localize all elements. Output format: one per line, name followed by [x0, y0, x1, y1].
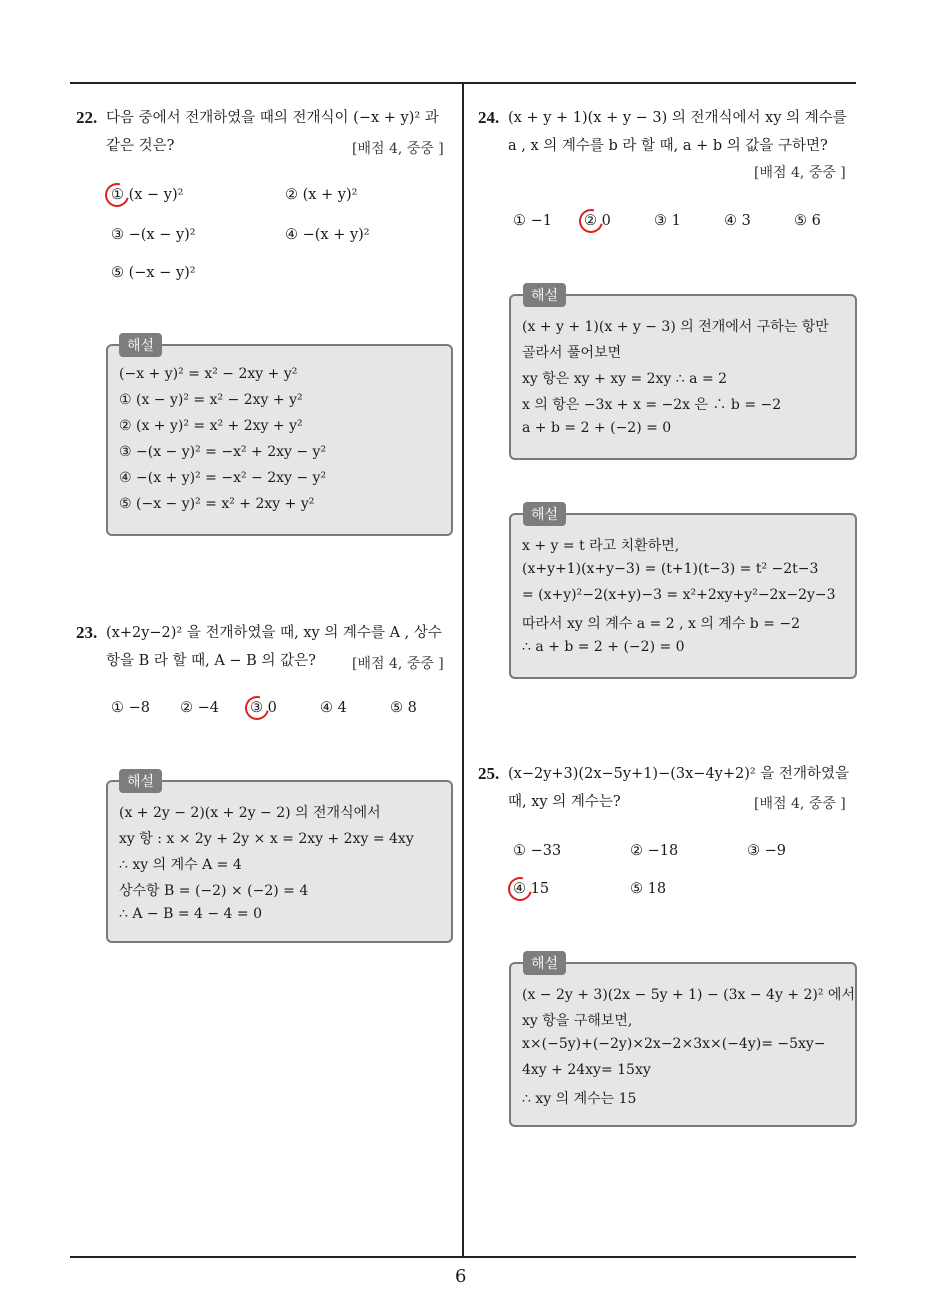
q25-solution-line: xy 항을 구해보면, — [522, 1013, 633, 1029]
q22-choice-5[interactable]: ⑤ (−x − y)² — [111, 265, 196, 281]
q23-text-line1: (x+2y−2)² 을 전개하였을 때, xy 의 계수를 A , 상수 — [106, 625, 442, 641]
q24-solution2-line: x + y = t 라고 치환하면, — [522, 538, 680, 554]
q25-choice-1[interactable]: ① −33 — [513, 843, 562, 859]
q25-choice-5[interactable]: ⑤ 18 — [630, 881, 667, 897]
q24-text-line1: (x + y + 1)(x + y − 3) 의 전개식에서 xy 의 계수를 — [508, 110, 847, 126]
q24-solution2-line: ∴ a + b = 2 + (−2) = 0 — [522, 639, 685, 655]
answer-mark-icon — [575, 205, 608, 238]
q24-number: 24. — [478, 108, 500, 127]
q24-solution-line: x 의 항은 −3x + x = −2x 은 ∴ b = −2 — [522, 397, 782, 413]
q24-choice-2[interactable]: ② 0 — [584, 213, 611, 229]
q22-solution-tag: 해설 — [119, 333, 162, 357]
q24-text-line2: a , x 의 계수를 b 라 할 때, a + b 의 값을 구하면? — [508, 138, 828, 154]
q22-meta: [배점 4, 중중 ] — [352, 141, 444, 157]
q24-choice-1[interactable]: ① −1 — [513, 213, 552, 229]
q22-solution-line: ① (x − y)² = x² − 2xy + y² — [119, 392, 303, 408]
q25-solution-line: 4xy + 24xy= 15xy — [522, 1062, 651, 1078]
q22-choice-1[interactable]: ① (x − y)² — [111, 187, 184, 203]
q24-solution2-line: (x+y+1)(x+y−3) = (t+1)(t−3) = t² −2t−3 — [522, 561, 819, 577]
q23-choice-2[interactable]: ② −4 — [180, 700, 219, 716]
q22-solution-line: ③ −(x − y)² = −x² + 2xy − y² — [119, 444, 327, 460]
q23-text-line2: 항을 B 라 할 때, A − B 의 값은? — [106, 653, 316, 669]
q24-solution-line: (x + y + 1)(x + y − 3) 의 전개에서 구하는 항만 — [522, 319, 829, 335]
q23-solution-line: ∴ xy 의 계수 A = 4 — [119, 857, 242, 873]
q24-solution2-line: 따라서 xy 의 계수 a = 2 , x 의 계수 b = −2 — [522, 616, 801, 632]
q23-number: 23. — [76, 623, 98, 642]
q22-choice-3[interactable]: ③ −(x − y)² — [111, 227, 196, 243]
q23-solution-line: xy 항 : x × 2y + 2y × x = 2xy + 2xy = 4xy — [119, 831, 414, 847]
q24-solution-line: xy 항은 xy + xy = 2xy ∴ a = 2 — [522, 371, 728, 387]
q24-meta: [배점 4, 중중 ] — [754, 165, 846, 181]
q23-solution-line: ∴ A − B = 4 − 4 = 0 — [119, 906, 263, 922]
q25-choice-4[interactable]: ④ 15 — [513, 881, 550, 897]
q22-solution-line: ⑤ (−x − y)² = x² + 2xy + y² — [119, 496, 315, 512]
q23-choice-5[interactable]: ⑤ 8 — [390, 700, 417, 716]
q23-choice-1[interactable]: ① −8 — [111, 700, 150, 716]
q24-choice-4[interactable]: ④ 3 — [724, 213, 751, 229]
column-divider — [462, 82, 464, 1257]
q22-choice-2[interactable]: ② (x + y)² — [285, 187, 358, 203]
q24-solution-line: a + b = 2 + (−2) = 0 — [522, 420, 672, 436]
page-number: 6 — [455, 1266, 467, 1287]
q25-solution-line: ∴ xy 의 계수는 15 — [522, 1091, 637, 1107]
q25-choice-3[interactable]: ③ −9 — [747, 843, 786, 859]
q22-text-line2: 같은 것은? — [106, 138, 175, 154]
q24-choice-3[interactable]: ③ 1 — [654, 213, 681, 229]
q25-solution-line: x×(−5y)+(−2y)×2x−2×3x×(−4y)= −5xy− — [522, 1036, 826, 1052]
q25-text-line1: (x−2y+3)(2x−5y+1)−(3x−4y+2)² 을 전개하였을 — [508, 766, 849, 782]
answer-mark-icon — [504, 873, 537, 906]
q23-choice-4[interactable]: ④ 4 — [320, 700, 347, 716]
q22-choice-4[interactable]: ④ −(x + y)² — [285, 227, 370, 243]
q22-solution-line: ② (x + y)² = x² + 2xy + y² — [119, 418, 303, 434]
q25-solution-tag: 해설 — [523, 951, 566, 975]
q24-solution-tag: 해설 — [523, 283, 566, 307]
q25-solution-line: (x − 2y + 3)(2x − 5y + 1) − (3x − 4y + 2)² 에서 — [522, 987, 855, 1003]
q24-choice-5[interactable]: ⑤ 6 — [794, 213, 821, 229]
q25-meta: [배점 4, 중중 ] — [754, 796, 846, 812]
q22-solution-line: (−x + y)² = x² − 2xy + y² — [119, 366, 298, 382]
q23-choice-3[interactable]: ③ 0 — [250, 700, 277, 716]
q25-choice-2[interactable]: ② −18 — [630, 843, 679, 859]
q23-solution-line: (x + 2y − 2)(x + 2y − 2) 의 전개식에서 — [119, 805, 381, 821]
q22-number: 22. — [76, 108, 98, 127]
q25-text-line2: 때, xy 의 계수는? — [508, 794, 621, 810]
q23-solution-tag: 해설 — [119, 769, 162, 793]
bottom-rule — [70, 1256, 856, 1258]
answer-mark-icon — [241, 692, 274, 725]
q24-solution-line: 골라서 풀어보면 — [522, 345, 622, 361]
answer-mark-icon — [101, 179, 134, 212]
q23-meta: [배점 4, 중중 ] — [352, 656, 444, 672]
q22-text-line1: 다음 중에서 전개하였을 때의 전개식이 (−x + y)² 과 — [106, 110, 439, 126]
q25-number: 25. — [478, 764, 500, 783]
q24-solution2-tag: 해설 — [523, 502, 566, 526]
q23-solution-line: 상수항 B = (−2) × (−2) = 4 — [119, 883, 309, 899]
q22-solution-line: ④ −(x + y)² = −x² − 2xy − y² — [119, 470, 327, 486]
q24-solution2-line: = (x+y)²−2(x+y)−3 = x²+2xy+y²−2x−2y−3 — [522, 587, 836, 603]
